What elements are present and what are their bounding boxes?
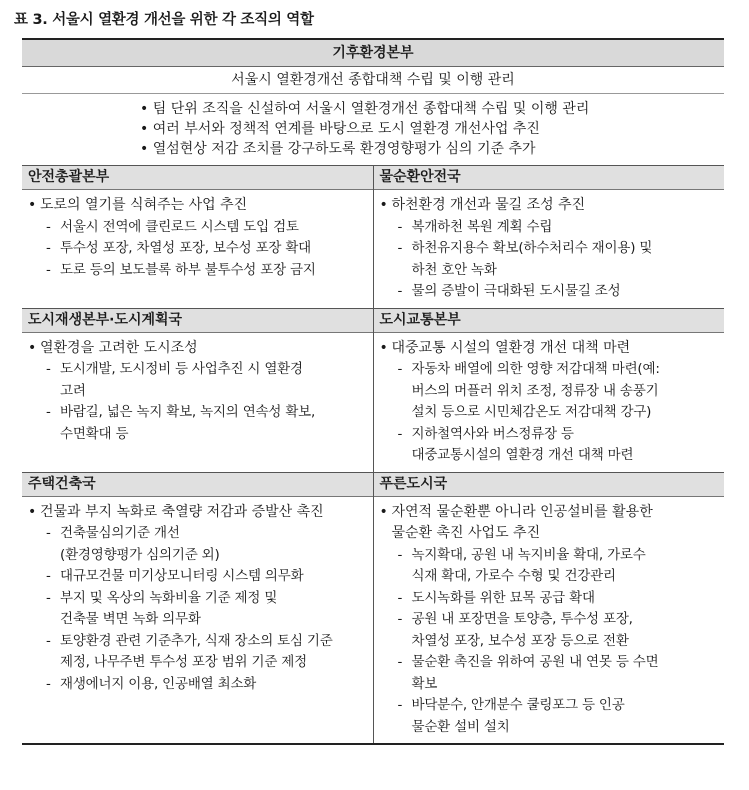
sub-task-text: 수면확대 등: [60, 425, 129, 442]
sub-task-text: 물순환 설비 설치: [411, 718, 510, 735]
sub-task-text: (환경영향평가 심의기준 외): [60, 546, 220, 563]
main-task: • 하천환경 개선과 물길 조성 추진: [379, 197, 586, 213]
org-body: [374, 190, 725, 308]
sub-task: - 토양환경 관련 기준추가, 식재 장소의 토심 기준 제정, 나무주변 투수성 포장 범위 기준 제정: [46, 632, 333, 670]
sub-task: - 투수성 포장, 차열성 포장, 보수성 포장 확대: [46, 240, 312, 256]
hq-bullet-text: 팀 단위 조직을 신설하여 서울시 열환경개선 종합대책 수립 및 이행 관리: [152, 101, 590, 117]
main-task-text: 도로의 열기를 식혀주는 사업 추진: [40, 197, 248, 213]
org-title: 주택건축국: [22, 473, 373, 497]
sub-task-text: 녹지확대, 공원 내 녹지비율 확대, 가로수: [411, 546, 646, 563]
sub-task-text: 확보: [411, 675, 438, 692]
sub-task-text: 투수성 포장, 차열성 포장, 보수성 포장 확대: [60, 240, 312, 256]
org-body: [22, 190, 373, 286]
org-cell: [374, 473, 725, 744]
sub-task-text: 지하철역사와 버스정류장 등: [411, 425, 574, 442]
sub-task-text: 제정, 나무주변 투수성 포장 범위 기준 제정: [60, 654, 307, 670]
org-title: 푸른도시국: [374, 473, 725, 497]
hq-bullet-list: [22, 94, 724, 165]
sub-task-text: 도로 등의 보도블록 하부 불투수성 포장 금지: [60, 261, 316, 278]
org-body: [22, 497, 373, 701]
org-title: 도시교통본부: [374, 309, 725, 333]
hq-bullet: • 팀 단위 조직을 신설하여 서울시 열환경개선 종합대책 수립 및 이행 관리: [140, 101, 590, 117]
roles-table: [22, 38, 724, 745]
sub-task-text: 복개하천 복원 계획 수립: [411, 218, 553, 235]
sub-task-text: 하천 호안 녹화: [411, 261, 497, 278]
sub-task-text: 식재 확대, 가로수 수형 및 건강관리: [411, 568, 616, 584]
sub-task: - 공원 내 포장면을 토양층, 투수성 포장, 차열성 포장, 보수성 포장 등으로 전환: [397, 611, 633, 649]
main-task: • 도로의 열기를 식혀주는 사업 추진: [28, 197, 248, 213]
sub-task: - 도시개발, 도시정비 등 사업추진 시 열환경 고려: [46, 361, 303, 399]
org-cell: [22, 166, 374, 308]
org-row: [22, 308, 724, 472]
main-task: • 건물과 부지 녹화로 축열량 저감과 증발산 촉진: [28, 503, 324, 520]
hq-bullet-text: 열섬현상 저감 조치를 강구하도록 환경영향평가 심의 기준 추가: [152, 141, 536, 157]
sub-task: - 건축물심의기준 개선 (환경영향평가 심의기준 외): [46, 525, 220, 563]
main-task: • 대중교통 시설의 열환경 개선 대책 마련: [379, 339, 631, 356]
org-title: 도시재생본부·도시계획국: [22, 309, 373, 333]
sub-task: - 바닥분수, 안개분수 쿨링포그 등 인공 물순환 설비 설치: [397, 697, 625, 735]
sub-task-text: 차열성 포장, 보수성 포장 등으로 전환: [411, 632, 629, 649]
sub-task-text: 대규모건물 미기상모니터링 시스템 의무화: [60, 568, 304, 584]
sub-task-text: 고려: [60, 382, 86, 399]
sub-task-text: 바닥분수, 안개분수 쿨링포그 등 인공: [411, 697, 625, 713]
hq-bullet-text: 여러 부서와 정책적 연계를 바탕으로 도시 열환경 개선사업 추진: [152, 121, 540, 137]
main-task-text: 대중교통 시설의 열환경 개선 대책 마련: [391, 339, 631, 356]
sub-task-text: 재생에너지 이용, 인공배열 최소화: [60, 675, 257, 692]
hq-bullet: • 여러 부서와 정책적 연계를 바탕으로 도시 열환경 개선사업 추진: [140, 121, 540, 137]
sub-task-text: 버스의 머플러 위치 조정, 정류장 내 송풍기: [411, 382, 659, 399]
table-caption: 표 3. 서울시 열환경 개선을 위한 각 조직의 역할: [14, 12, 314, 28]
sub-task: - 자동차 배열에 의한 영향 저감대책 마련(예: 버스의 머플러 위치 조정, 정류장 내 송풍기 설치 등으로 시민체감온도 저감대책 강구): [397, 361, 660, 420]
main-task-text: 하천환경 개선과 물길 조성 추진: [391, 197, 586, 213]
org-body: [374, 497, 725, 744]
sub-task: - 서울시 전역에 클린로드 시스템 도입 검토: [46, 218, 299, 235]
main-task-text: 물순환 촉진 사업도 추진: [391, 525, 541, 541]
sub-task-text: 도시개발, 도시정비 등 사업추진 시 열환경: [60, 361, 303, 377]
org-title: 물순환안전국: [374, 166, 725, 190]
org-cell: [374, 309, 725, 472]
sub-task-text: 하천유지용수 확보(하수처리수 재이용) 및: [411, 240, 653, 256]
org-body: [22, 333, 373, 451]
sub-task: - 지하철역사와 버스정류장 등 대중교통시설의 열환경 개선 대책 마련: [397, 425, 634, 463]
sub-task: - 대규모건물 미기상모니터링 시스템 의무화: [46, 568, 304, 584]
org-cell: [374, 166, 725, 308]
sub-task: - 도시녹화를 위한 묘목 공급 확대: [397, 589, 595, 606]
org-body: [374, 333, 725, 472]
sub-task-text: 토양환경 관련 기준추가, 식재 장소의 토심 기준: [60, 632, 333, 649]
sub-task-text: 설치 등으로 시민체감온도 저감대책 강구): [411, 404, 652, 420]
sub-task-text: 건축물심의기준 개선: [60, 525, 180, 541]
sub-task: - 하천유지용수 확보(하수처리수 재이용) 및 하천 호안 녹화: [397, 240, 653, 278]
hq-bullet: • 열섬현상 저감 조치를 강구하도록 환경영향평가 심의 기준 추가: [140, 141, 536, 157]
main-task-text: 건물과 부지 녹화로 축열량 저감과 증발산 촉진: [40, 503, 324, 520]
sub-task-text: 서울시 전역에 클린로드 시스템 도입 검토: [60, 218, 299, 235]
sub-task-text: 건축물 벽면 녹화 의무화: [60, 611, 201, 627]
hq-title: 기후환경본부: [22, 40, 724, 67]
main-task-text: 열환경을 고려한 도시조성: [40, 339, 198, 356]
sub-task-text: 물순환 촉진을 위하여 공원 내 연못 등 수면: [411, 654, 659, 670]
org-row: [22, 165, 724, 308]
main-task: • 자연적 물순환뿐 아니라 인공설비를 활용한 물순환 촉진 사업도 추진: [379, 503, 653, 541]
sub-task: - 물순환 촉진을 위하여 공원 내 연못 등 수면 확보: [397, 654, 659, 692]
hq-subtitle: 서울시 열환경개선 종합대책 수립 및 이행 관리: [22, 67, 724, 94]
sub-task: - 부지 및 옥상의 녹화비율 기준 제정 및 건축물 벽면 녹화 의무화: [46, 589, 278, 627]
sub-task: - 재생에너지 이용, 인공배열 최소화: [46, 675, 257, 692]
org-row: [22, 472, 724, 744]
org-cell: [22, 309, 374, 472]
sub-task-text: 도시녹화를 위한 묘목 공급 확대: [411, 589, 595, 606]
sub-task-text: 공원 내 포장면을 토양층, 투수성 포장,: [411, 611, 633, 627]
org-title: 안전총괄본부: [22, 166, 373, 190]
sub-task-text: 자동차 배열에 의한 영향 저감대책 마련(예:: [411, 361, 660, 377]
sub-task-text: 부지 및 옥상의 녹화비율 기준 제정 및: [60, 589, 278, 606]
sub-task: - 물의 증발이 극대화된 도시물길 조성: [397, 283, 621, 299]
sub-task: - 도로 등의 보도블록 하부 불투수성 포장 금지: [46, 261, 316, 278]
main-task-text: 자연적 물순환뿐 아니라 인공설비를 활용한: [391, 503, 653, 520]
sub-task: - 녹지확대, 공원 내 녹지비율 확대, 가로수 식재 확대, 가로수 수형 및 건강관리: [397, 546, 646, 584]
org-cell: [22, 473, 374, 744]
sub-task: - 바람길, 넓은 녹지 확보, 녹지의 연속성 확보, 수면확대 등: [46, 404, 316, 442]
main-task: • 열환경을 고려한 도시조성: [28, 339, 198, 356]
sub-task-text: 바람길, 넓은 녹지 확보, 녹지의 연속성 확보,: [60, 404, 316, 420]
sub-task-text: 대중교통시설의 열환경 개선 대책 마련: [411, 447, 634, 463]
sub-task-text: 물의 증발이 극대화된 도시물길 조성: [411, 283, 621, 299]
sub-task: - 복개하천 복원 계획 수립: [397, 218, 553, 235]
